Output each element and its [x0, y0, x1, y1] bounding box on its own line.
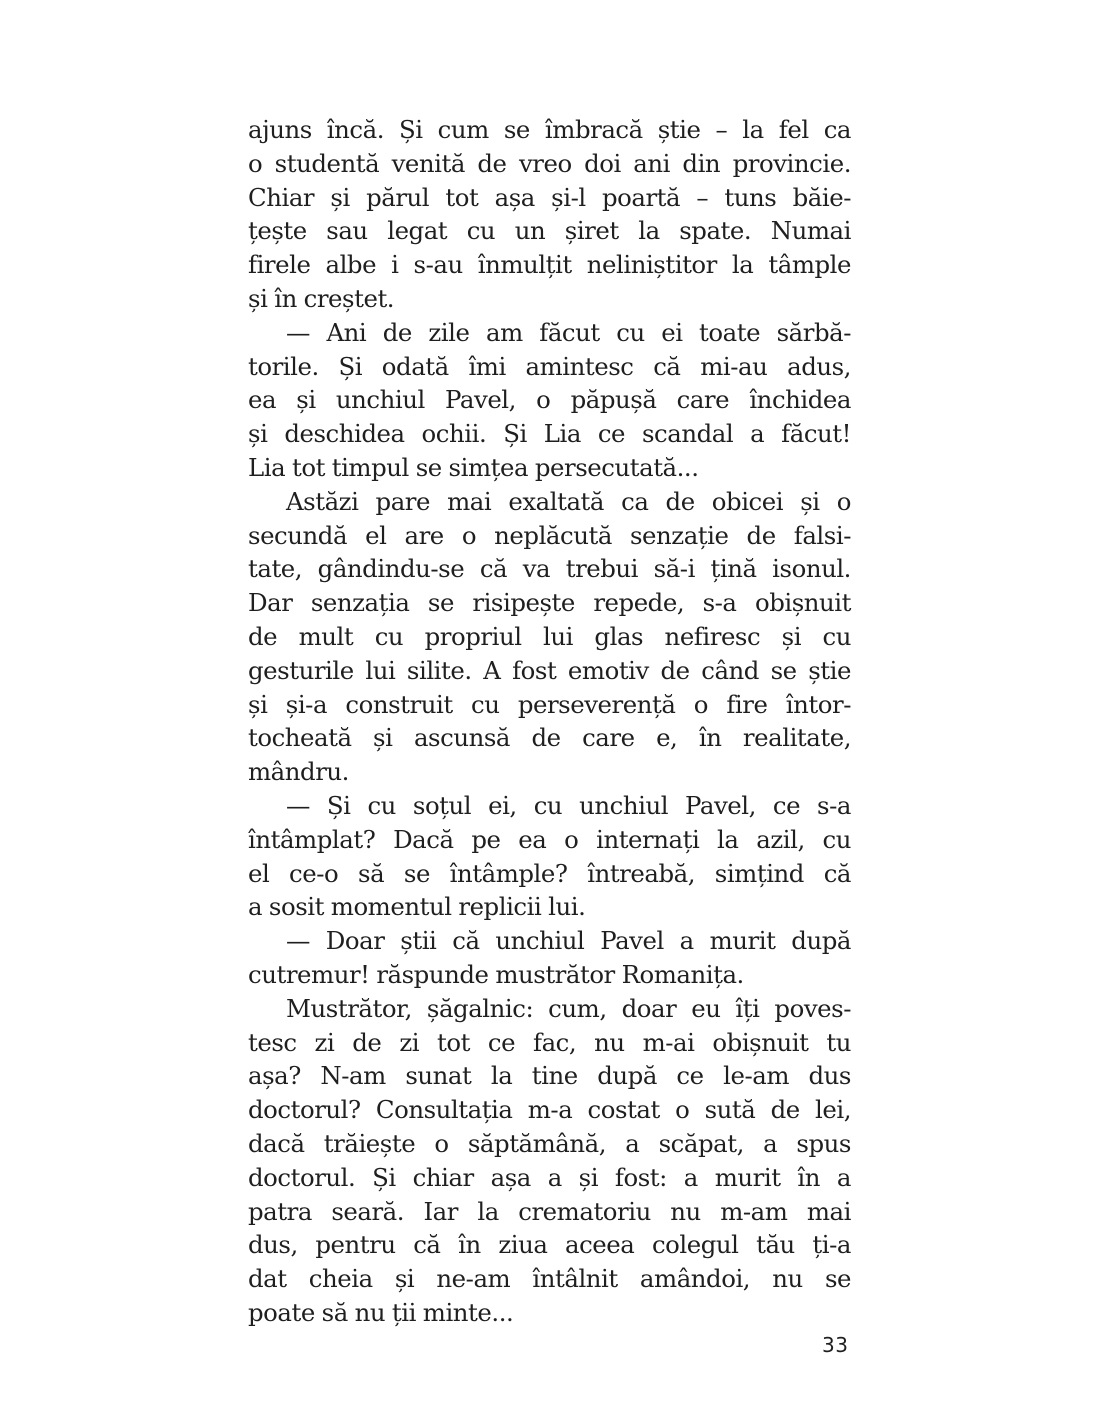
text-line: Mustrător, șăgalnic: cum, doar eu îți poves- — [286, 993, 851, 1023]
text-line: Lia tot timpul se simțea persecutată... — [248, 452, 699, 482]
page-number: 33 — [822, 1333, 849, 1357]
text-line: și deschidea ochii. Și Lia ce scandal a făcut! — [248, 419, 851, 449]
text-line: mândru. — [248, 757, 349, 787]
text-line: dat cheia și ne-am întâlnit amândoi, nu se — [248, 1264, 851, 1294]
text-line: țește sau legat cu un șiret la spate. Numai — [248, 216, 851, 246]
text-line: și în creștet. — [248, 283, 395, 313]
text-line: torile. Și odată îmi amintesc că mi-au adus, — [248, 351, 851, 381]
text-line: dus, pentru că în ziua aceea colegul tău ți-a — [248, 1230, 851, 1260]
text-line: doctorul? Consultația m-a costat o sută de lei, — [248, 1095, 851, 1125]
paragraph — [248, 924, 851, 992]
text-line: patra seară. Iar la crematoriu nu m-am mai — [248, 1196, 851, 1226]
text-line: așa? N-am sunat la tine după ce le-am dus — [248, 1061, 851, 1091]
text-line: cutremur! răspunde mustrător Romanița. — [248, 959, 744, 989]
text-line: tate, gândindu-se că va trebui să-i țină isonul. — [248, 554, 851, 584]
text-line: — Și cu soțul ei, cu unchiul Pavel, ce s-a — [286, 790, 851, 820]
text-line: gesturile lui silite. A fost emotiv de când se știe — [248, 655, 851, 685]
text-line: de mult cu propriul lui glas nefiresc și cu — [248, 621, 851, 651]
text-line: o studentă venită de vreo doi ani din provincie. — [248, 148, 851, 178]
text-line: Chiar și părul tot așa și-l poartă – tuns băie- — [248, 182, 851, 212]
paragraph — [248, 316, 851, 485]
text-line: — Doar știi că unchiul Pavel a murit după — [286, 926, 851, 956]
text-line: Dar senzația se risipește repede, s-a obișnuit — [248, 588, 851, 618]
page-body-text — [248, 113, 851, 1330]
text-line: doctorul. Și chiar așa a și fost: a murit în a — [248, 1162, 851, 1192]
text-line: ea și unchiul Pavel, o păpușă care închidea — [248, 385, 851, 415]
text-line: el ce-o să se întâmple? întreabă, simțind că — [248, 858, 851, 888]
text-line: tesc zi de zi tot ce fac, nu m-ai obișnuit tu — [248, 1027, 851, 1057]
text-line: întâmplat? Dacă pe ea o internați la azil, cu — [248, 824, 851, 854]
paragraph — [248, 485, 851, 789]
text-line: și și-a construit cu perseverență o fire întor- — [248, 689, 851, 719]
paragraph — [248, 789, 851, 924]
paragraph — [248, 992, 851, 1330]
text-line: tocheată și ascunsă de care e, în realitate, — [248, 723, 851, 753]
text-line: a sosit momentul replicii lui. — [248, 892, 586, 922]
paragraph — [248, 113, 851, 316]
text-line: secundă el are o neplăcută senzație de falsi- — [248, 520, 851, 550]
text-line: — Ani de zile am făcut cu ei toate sărbă- — [286, 317, 851, 347]
text-line: dacă trăiește o săptămână, a scăpat, a spus — [248, 1128, 851, 1158]
text-line: ajuns încă. Și cum se îmbracă știe – la fel ca — [248, 115, 851, 144]
text-line: Astăzi pare mai exaltată ca de obicei și o — [286, 486, 851, 516]
text-line: poate să nu ții minte... — [248, 1297, 514, 1327]
text-line: firele albe i s-au înmulțit neliniștitor la tâmple — [248, 250, 851, 280]
